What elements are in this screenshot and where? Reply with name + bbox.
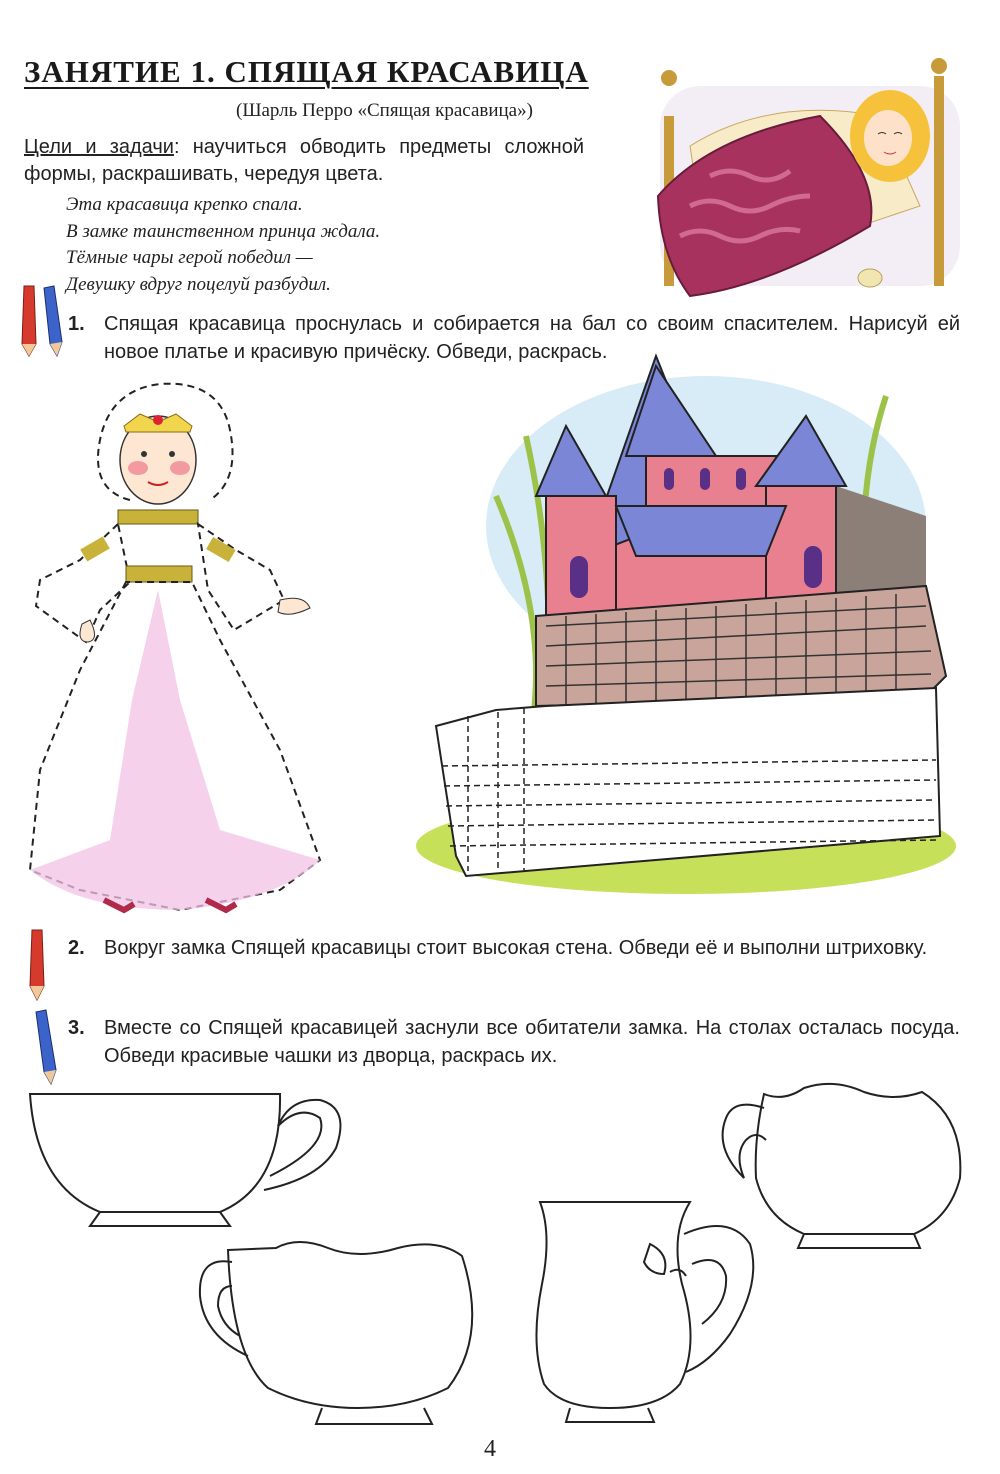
task-text: Вместе со Спящей красавицей заснули все обитатели замка. На столах осталась посуда. Обведи красивые чашки из дворца, раскрась их. — [104, 1017, 960, 1067]
page-number: 4 — [484, 1436, 496, 1462]
goals-label: Цели и задачи — [24, 136, 174, 158]
cup-outline — [20, 1086, 360, 1236]
task-text: Вокруг замка Спящей красавицы стоит высокая стена. Обведи её и выполни штриховку. — [104, 937, 928, 959]
goals-paragraph — [24, 134, 584, 188]
poem-line: Тёмные чары герой победил — — [66, 247, 313, 268]
princess-illustration — [20, 370, 340, 916]
task-2 — [68, 934, 960, 994]
task-number: 3. — [68, 1017, 85, 1039]
sleeping-beauty-illustration — [650, 56, 970, 292]
castle-illustration — [406, 356, 966, 892]
red-pencil-icon — [28, 928, 58, 1004]
cup-outline — [188, 1226, 528, 1438]
task-number: 2. — [68, 937, 85, 959]
blue-pencil-icon — [40, 284, 70, 364]
poem — [66, 192, 380, 298]
page-title: ЗАНЯТИЕ 1. СПЯЩАЯ КРАСАВИЦА — [24, 54, 589, 89]
cup-outline — [694, 1078, 974, 1258]
poem-line: Эта красавица крепко спала. — [66, 194, 303, 215]
source-subtitle: (Шарль Перро «Спящая красавица») — [236, 100, 533, 121]
blue-pencil-icon — [32, 1008, 72, 1088]
task-number: 1. — [68, 313, 85, 335]
poem-line: Девушку вдруг поцелуй разбудил. — [66, 273, 331, 295]
task-text: Спящая красавица проснулась и собирается на бал со своим спасителем. Нарисуй ей новое платье и красивую причёску. Обведи, раскрась. — [104, 313, 960, 363]
goals-text: : научиться обводить предметы сложной формы, раскрашивать, чередуя цвета. — [24, 136, 584, 185]
poem-line: В замке таинственном принца ждала. — [66, 220, 381, 242]
task-3 — [68, 1014, 960, 1074]
